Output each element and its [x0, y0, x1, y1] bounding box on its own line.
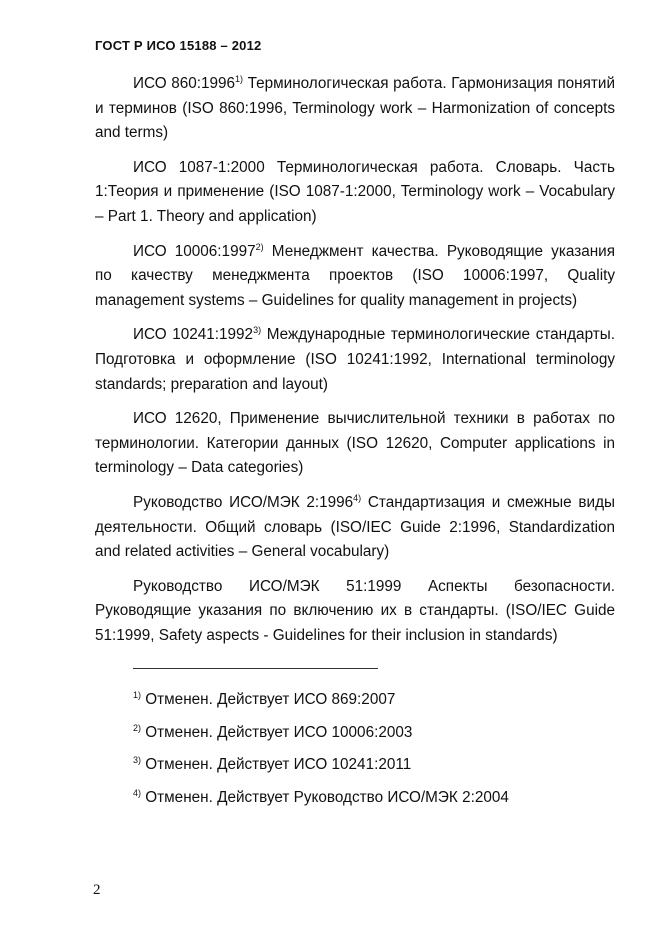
footnote-2 — [133, 721, 613, 754]
reference-designation: Руководство ИСО/МЭК 51:1999 — [133, 577, 402, 595]
footnote-1 — [133, 688, 613, 721]
reference-iso-10241 — [95, 323, 615, 397]
reference-designation: ИСО 12620, — [133, 410, 222, 428]
reference-designation: ИСО 1087-1:2000 — [133, 158, 265, 176]
page-number: 2 — [93, 882, 101, 898]
footnote-marker: 3) — [253, 325, 262, 336]
document-header: ГОСТ Р ИСО 15188 – 2012 — [95, 38, 262, 53]
footnote-text: Отменен. Действует Руководство ИСО/МЭК 2:2004 — [141, 788, 509, 806]
reference-designation: Руководство ИСО/МЭК 2:1996 — [133, 493, 354, 511]
footnote-marker: 4) — [133, 787, 142, 798]
references-list — [95, 72, 615, 658]
footnote-marker: 1) — [133, 690, 142, 700]
reference-iso-iec-guide-2 — [95, 491, 615, 565]
reference-title: Терминологическая работа. Гармонизация понятий и терминов (ISO 860:1996, Terminology work – Harmonization of concepts and terms) — [95, 75, 616, 142]
footnote-marker: 1) — [235, 74, 244, 84]
reference-iso-860 — [95, 72, 615, 146]
footnotes-list — [133, 688, 613, 818]
footnote-text: Отменен. Действует ИСО 869:2007 — [141, 691, 396, 708]
footnote-marker: 4) — [353, 492, 362, 503]
reference-title: Стандартизация и смежные виды деятельности. Общий словарь (ISO/IEC Guide 2:1996, Standardization and related activities – General vocabulary) — [95, 493, 615, 561]
reference-title: Менеджмент качества. Руководящие указания по качеству менеджмента проектов (ISO 10006:1997, Quality management systems – Guidelines for quality management in projects) — [95, 242, 615, 309]
footnote-3 — [133, 753, 613, 786]
reference-title: Аспекты безопасности. Руководящие указания по включению их в стандарты. (ISO/IEC Guide 51:1999, Safety aspects - Guidelines for their inclusion in standards) — [95, 577, 615, 644]
reference-iso-10006 — [95, 240, 615, 314]
footnote-separator — [133, 668, 378, 669]
footnote-marker: 2) — [255, 241, 264, 252]
footnote-marker: 2) — [133, 722, 142, 733]
reference-designation: ИСО 10006:1997 — [133, 242, 256, 260]
reference-title: Применение вычислительной техники в работах по терминологии. Категории данных (ISO 12620, Computer applications in terminology – Data categories) — [95, 410, 615, 477]
reference-designation: ИСО 860:1996 — [133, 75, 236, 92]
reference-title: Международные терминологические стандарты. Подготовка и оформление (ISO 10241:1992, International terminology standards; preparation and layout) — [95, 326, 615, 393]
footnote-4 — [133, 786, 613, 819]
footnote-text: Отменен. Действует ИСО 10241:2011 — [141, 756, 412, 773]
reference-iso-12620 — [95, 407, 615, 481]
reference-designation: ИСО 10241:1992 — [133, 326, 254, 344]
reference-iso-1087-1 — [95, 156, 615, 230]
footnote-text: Отменен. Действует ИСО 10006:2003 — [141, 723, 413, 741]
reference-iso-iec-guide-51 — [95, 575, 615, 649]
reference-title: Терминологическая работа. Словарь. Часть 1:Теория и применение (ISO 1087-1:2000, Terminology work – Vocabulary – Part 1. Theory and application) — [95, 158, 616, 225]
footnote-marker: 3) — [133, 755, 142, 765]
